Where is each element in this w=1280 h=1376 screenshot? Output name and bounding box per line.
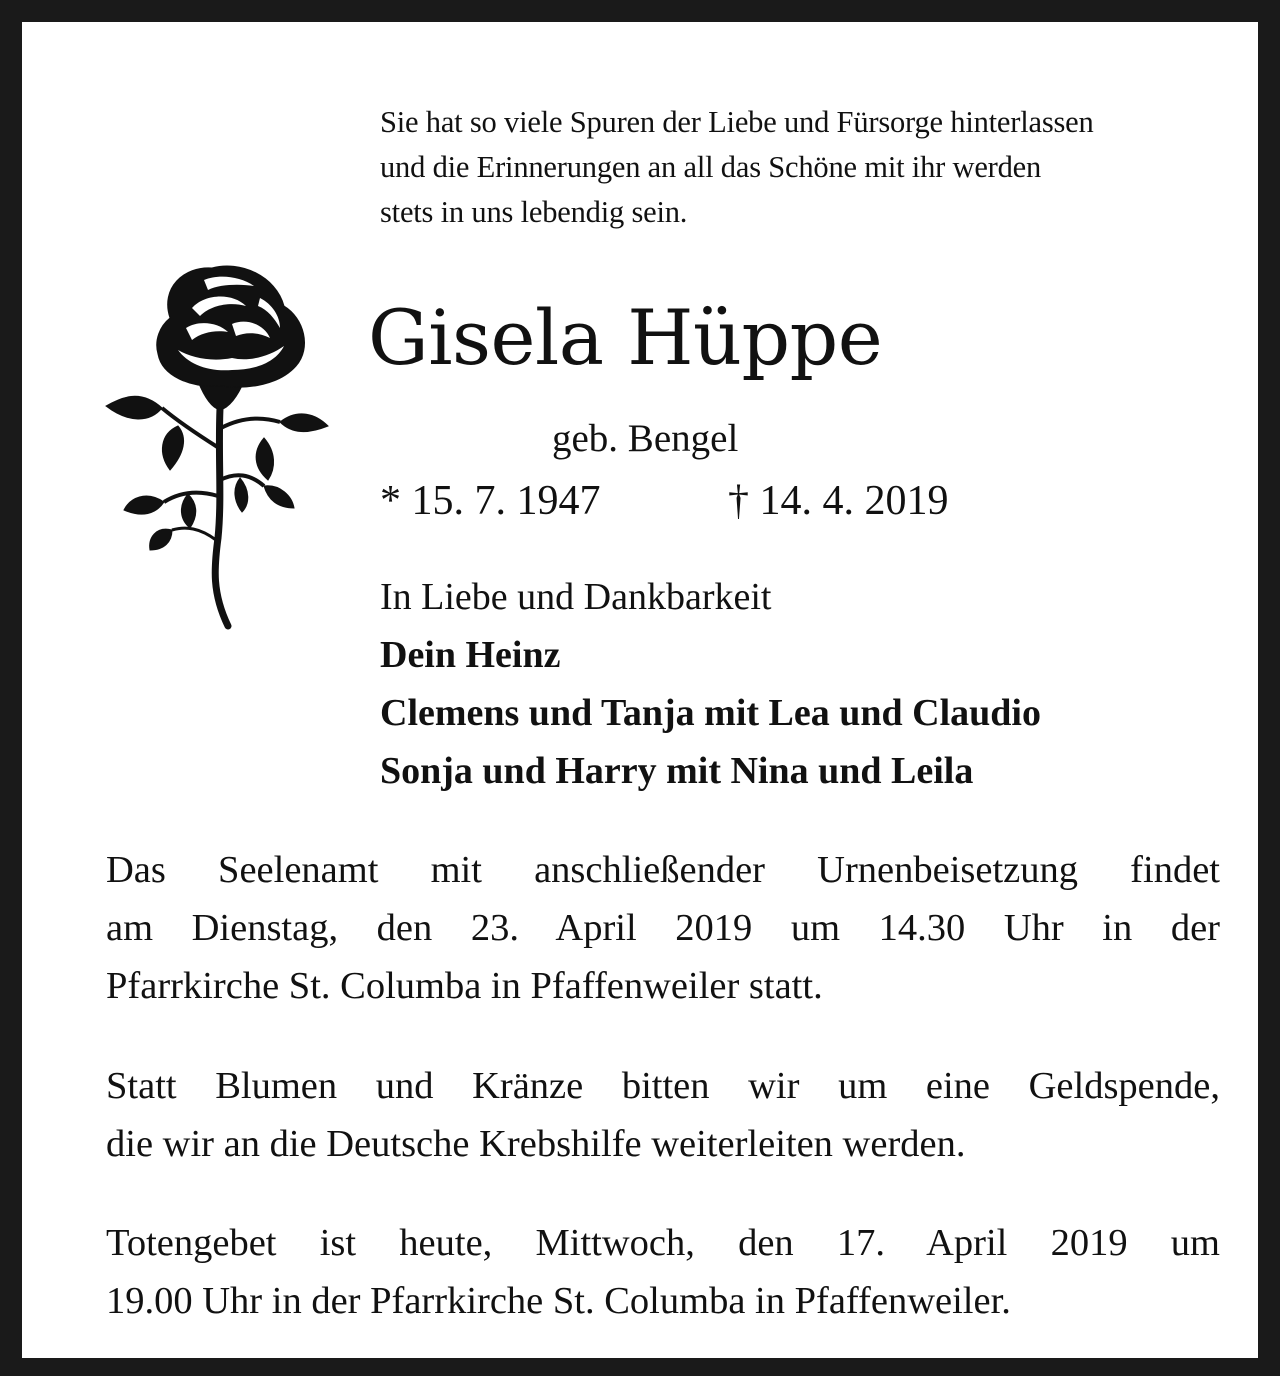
paragraph-line: Das Seelenamt mit anschließender Urnenbeisetzung findet (106, 849, 1220, 891)
paragraph-line: Totengebet ist heute, Mittwoch, den 17. April 2019 um (106, 1222, 1220, 1264)
motto-line: und die Erinnerungen an all das Schöne mit ihr werden (380, 150, 1042, 184)
paragraph-line: am Dienstag, den 23. April 2019 um 14.30 Uhr in der (106, 907, 1220, 949)
mourner-name: Sonja und Harry mit Nina und Leila (380, 750, 974, 792)
mourner-name: Dein Heinz (380, 634, 561, 676)
mourners-intro: In Liebe und Dankbarkeit (380, 576, 772, 618)
paragraph-line: 19.00 Uhr in der Pfarrkirche St. Columba in Pfaffenweiler. (106, 1280, 1011, 1322)
paragraph-line: die wir an die Deutsche Krebshilfe weiterleiten werden. (106, 1123, 966, 1165)
donation-paragraph (106, 1057, 1220, 1173)
life-dates (380, 474, 949, 528)
prayer-paragraph (106, 1214, 1220, 1330)
mourners-block (380, 568, 1041, 800)
mourner-name: Clemens und Tanja mit Lea und Claudio (380, 692, 1041, 734)
paragraph-line: Statt Blumen und Kränze bitten wir um eine Geldspende, (106, 1065, 1220, 1107)
maiden-name: geb. Bengel (552, 417, 739, 460)
deceased-name: Gisela Hüppe (368, 293, 883, 382)
death-date: † 14. 4. 2019 (728, 478, 949, 524)
motto-line: stets in uns lebendig sein. (380, 195, 688, 229)
paragraph-line: Pfarrkirche St. Columba in Pfaffenweiler statt. (106, 965, 823, 1007)
rose-icon (100, 258, 336, 634)
motto-quote (380, 100, 1230, 235)
motto-line: Sie hat so viele Spuren der Liebe und Fürsorge hinterlassen (380, 105, 1094, 139)
funeral-service-paragraph (106, 841, 1220, 1015)
birth-date: * 15. 7. 1947 (380, 478, 601, 524)
